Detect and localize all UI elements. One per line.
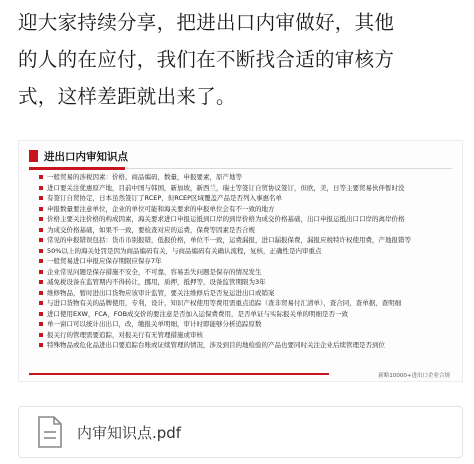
- intro-line: 式，这样差距就出来了。: [18, 85, 236, 108]
- knowledge-item: 50%以上的海关处罚是因为商品编码有关，与商品编码有关确认流程，复核，正确性是内审重点: [39, 246, 451, 257]
- knowledge-item: 减免税设备在监管期内不得转让，挪用，质押，抵押等，设备监管期限为3年: [39, 277, 451, 288]
- title-marker: [29, 150, 38, 162]
- footer-text: 新略10000+进出口企业合规: [378, 373, 450, 379]
- knowledge-item: 进口使用EXW，FCA，FOB成交价的要注意是否加入运保费费用，是否单证与实际报关单的明细是否一致: [39, 309, 451, 320]
- knowledge-item: 常见的申报错误包括：货币币别报错，低报价格，单位不一致，运费漏报，进口漏报保费，漏报应税特许权使用费，产地报错等: [39, 235, 451, 246]
- file-name: 内审知识点.pdf: [77, 423, 182, 442]
- title-underline: [29, 168, 452, 169]
- knowledge-item: 一般贸易的涉税因素：价格，商品编码，数量，申报要素，原产地等: [39, 172, 451, 183]
- slide-header: [29, 147, 128, 165]
- knowledge-item: 申报数量要注意单位，企业的单位可能和海关要求的申报单位会有不一致的地方: [39, 204, 451, 215]
- knowledge-item: 与进口货物有关的品牌使用，专利，设计，知识产权使用等费用需重点追踪（查非贸易付汇清单），查合同，查单据，查明细: [39, 298, 451, 309]
- pdf-attachment[interactable]: [18, 406, 463, 458]
- knowledge-item: 报关行的管理需要追踪，对报关行有无管理措施或审核: [39, 330, 451, 341]
- knowledge-item: 进口要关注优惠原产地，目前中国与韩国，新加坡，新西兰，瑞士等签订自贸协议签订，但欧，美，日等主要贸易伙伴暂时没: [39, 183, 451, 194]
- knowledge-item: 维修物品，暂时进出口货物应该审计监管，要关注维修后是否复运进出口或销案: [39, 288, 451, 299]
- footer-bar: [29, 373, 329, 375]
- knowledge-item: 特殊物品或危化品进出口要追踪台账或证续管理的情况，涉及到目的地检验的产品也要同时关注企业后续管理是否到位: [39, 340, 451, 351]
- document-icon: [31, 413, 69, 451]
- knowledge-item: 为成交价格基础，如果不一致，要检查对应的运费，保费等因素是否合规: [39, 225, 451, 236]
- knowledge-item: 有签订自贸协定，日本虽然签订了RCEP，但RCEP区域覆盖产品是否列入事惠名单: [39, 193, 451, 204]
- knowledge-item: 价格主要关注价格的构成因素，海关要求进口申报运抵到口岸的到岸价格为成交价格基础，出口申报运抵出口口岸的离岸价格: [39, 214, 451, 225]
- slide-title: 进出口内审知识点: [44, 150, 128, 163]
- slide-footer: [19, 367, 462, 381]
- knowledge-item: 一般贸易进口申报应保存期限应保存7年: [39, 256, 451, 267]
- knowledge-item: 企业常见问题是保存措施不安全，不可靠，容易丢失问题是保存的情况发生: [39, 267, 451, 278]
- knowledge-item: 单一窗口可以统计出出口，改，缴报关单明细，审计时即能够分析追踪原数: [39, 319, 451, 330]
- intro-text: [18, 4, 466, 115]
- knowledge-list: [39, 172, 451, 351]
- intro-line: 的人的在应付，我们在不断找合适的审核方: [18, 48, 395, 71]
- intro-line: 迎大家持续分享，把进出口内审做好，其他: [18, 11, 395, 34]
- slide-image[interactable]: [18, 140, 463, 382]
